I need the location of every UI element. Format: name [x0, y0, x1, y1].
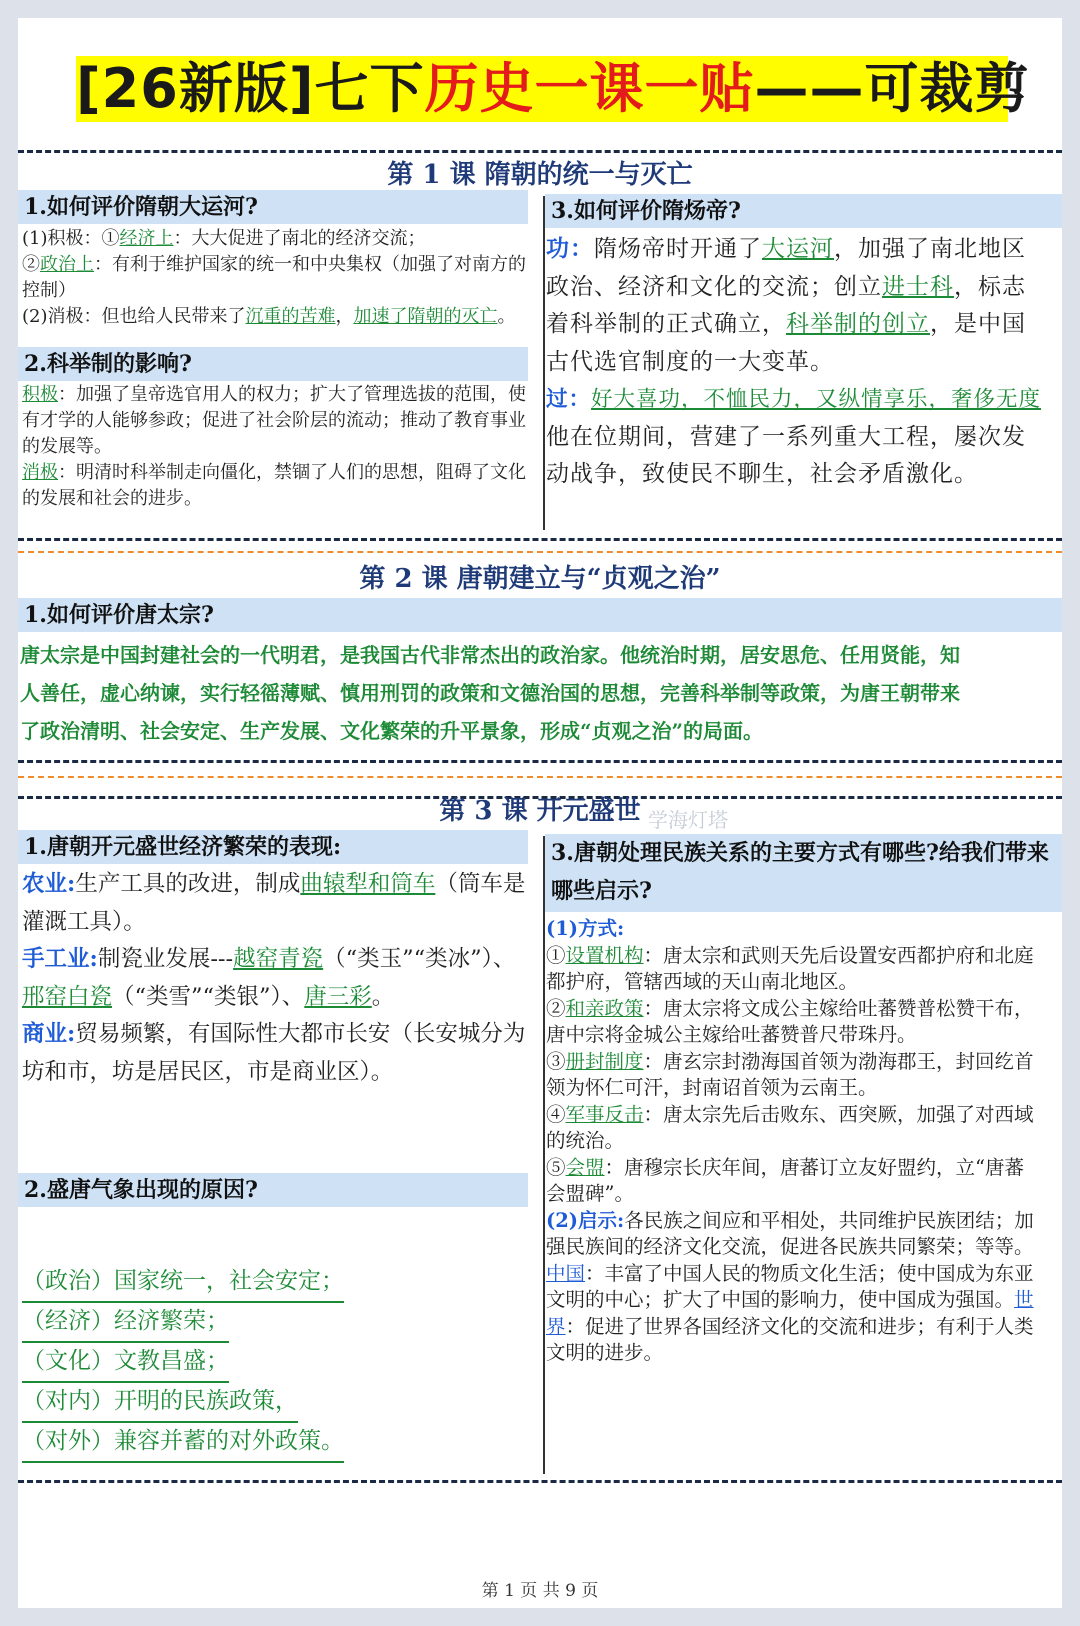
- reason-item: （经济）经济繁荣；: [22, 1303, 229, 1343]
- reason-item: （对外）兼容并蓄的对外政策。: [22, 1423, 344, 1463]
- worksheet-page: [18, 18, 1062, 1608]
- reason-item: （文化）文教昌盛；: [22, 1343, 229, 1383]
- lesson1-heading: 第 1 课 隋朝的统一与灭亡: [387, 160, 693, 190]
- page-footer: 第 1 页 共 9 页: [481, 1581, 599, 1601]
- title-highlight: 历史一课一贴: [424, 57, 755, 120]
- cut-line: [18, 538, 1062, 541]
- page-title: [76, 56, 1030, 122]
- cut-line: [18, 760, 1062, 763]
- title-suffix: ——可裁剪: [754, 57, 1030, 120]
- column-divider: [543, 196, 545, 530]
- lesson3-q2: 2.盛唐气象出现的原因?: [18, 1173, 528, 1207]
- lesson1-q2-answer: 积极：加强了皇帝选官用人的权力；扩大了管理选拔的范围，使有才学的人能够参政；促进了社会阶层的流动；推动了教育事业的发展等。 消极：明清时科举制走向僵化，禁锢了人们的思想，阻碍了文化的发展和社会的进步。: [22, 384, 526, 509]
- cut-line: [18, 1480, 1062, 1483]
- cut-line-orange: [18, 551, 1062, 553]
- lesson2-heading: 第 2 课 唐朝建立与“贞观之治”: [359, 564, 721, 594]
- lesson1-q1-answer: (1)积极：①经济上：大大促进了南北的经济交流； ②政治上：有利于维护国家的统一和中央集权（加强了对南方的控制） (2)消极：但也给人民带来了沉重的苦难，加速了隋朝的灭亡。: [22, 228, 526, 327]
- lesson1-q1: 1.如何评价隋朝大运河?: [18, 190, 528, 224]
- reason-item: （政治）国家统一，社会安定；: [22, 1263, 344, 1303]
- watermark: 学海灯塔: [648, 808, 728, 832]
- lesson1-q3-answer: 功：隋炀帝时开通了大运河，加强了南北地区政治、经济和文化的交流；创立进士科，标志着科举制的正式确立，科举制的创立，是中国古代选官制度的一大变革。 过：好大喜功，不恤民力，又纵情享乐，奢侈无度 他在位期间，营建了一系列重大工程，屡次发动战争，致使民不聊生，社会矛盾激化。: [546, 235, 1042, 487]
- lesson3-reasons: [22, 1263, 522, 1463]
- lesson3-q1-answer: 农业:生产工具的改进，制成曲辕犁和筒车（筒车是灌溉工具）。 手工业:制瓷业发展---越窑青瓷（“类玉”“类冰”）、邢窑白瓷（“类雪”“类银”）、唐三彩。 商业:贸易频繁，有国际性大都市长安（长安城分为坊和市，坊是居民区，市是商业区）。: [22, 871, 526, 1085]
- lesson3-q3-answer: (1)方式: ①设置机构：唐太宗和武则天先后设置安西都护府和北庭都护府，管辖西域的天山南北地区。 ②和亲政策：唐太宗将文成公主嫁给吐蕃赞普松赞干布，唐中宗将金城公主嫁给吐蕃赞普尺带珠丹。 ③册封制度：唐玄宗封渤海国首领为渤海郡王，封回纥首领为怀仁可汗，封南诏首领为云南王。 ④军事反击：唐太宗先后击败东、西突厥，加强了对西域的统治。 ⑤会盟：唐穆宗长庆年间，唐蕃订立友好盟约，立“唐蕃会盟碑”。 (2)启示:各民族之间应和平相处，共同维护民族团结；加强民族间的经济文化交流，促进各民族共同繁荣；等等。 中国：丰富了中国人民的物质文化生活；使中国成为东亚文明的中心；扩大了中国的影响力，使中国成为强国。世界：促进了世界各国经济文化的交流和进步；有利于人类文明的进步。: [546, 917, 1034, 1364]
- title-prefix: [26新版]七下: [76, 57, 425, 120]
- lesson1-q3: 3.如何评价隋炀帝?: [545, 194, 1062, 228]
- cut-line: [18, 150, 1062, 153]
- lesson3-q3: 3.唐朝处理民族关系的主要方式有哪些?给我们带来哪些启示?: [545, 834, 1062, 912]
- column-divider: [543, 836, 545, 1474]
- reason-item: （对内）开明的民族政策，: [22, 1383, 298, 1423]
- lesson1-q2: 2.科举制的影响?: [18, 347, 528, 381]
- lesson2-answer: 唐太宗是中国封建社会的一代明君，是我国古代非常杰出的政治家。他统治时期，居安思危、任用贤能，知 人善任，虚心纳谏，实行轻徭薄赋、慎用刑罚的政策和文德治国的思想，完善科举制等政策，为唐王朝带来 了政治清明、社会安定、生产发展、文化繁荣的升平景象，形成“贞观之治”的局面。: [20, 643, 960, 743]
- cut-line-orange: [18, 776, 1062, 778]
- lesson3-heading: 第 3 课 开元盛世: [439, 796, 641, 826]
- lesson3-q1: 1.唐朝开元盛世经济繁荣的表现:: [18, 830, 528, 864]
- lesson2-q1: 1.如何评价唐太宗?: [18, 598, 1062, 632]
